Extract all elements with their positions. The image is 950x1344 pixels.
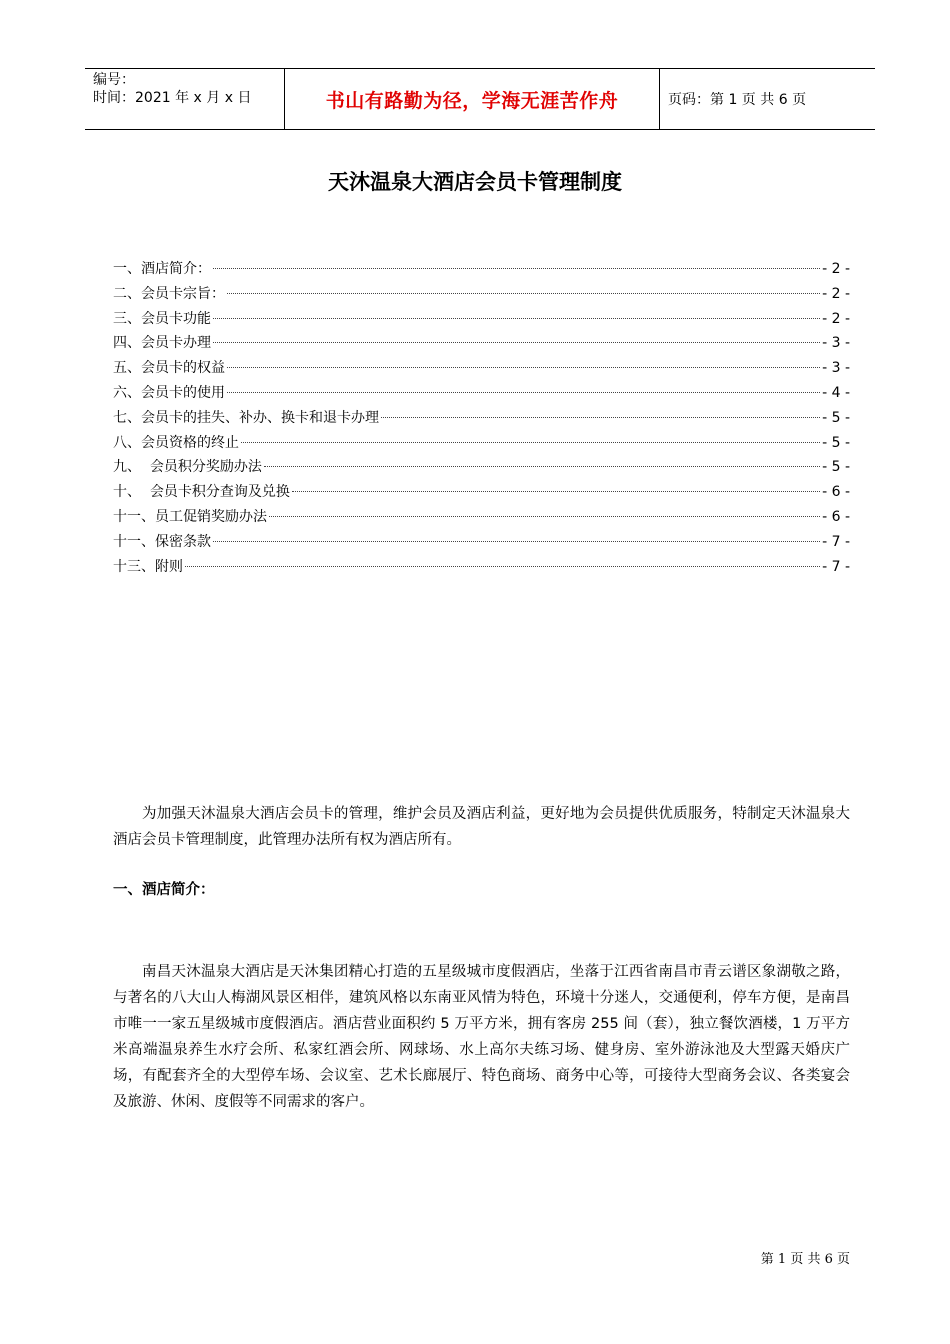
toc-dot-leader xyxy=(264,466,820,467)
toc-dot-leader xyxy=(227,367,820,368)
toc-entry-label: 十一、保密条款 xyxy=(113,533,211,550)
toc-entry[interactable] xyxy=(113,555,850,580)
toc-entry[interactable] xyxy=(113,406,850,431)
section1-heading: 一、酒店简介： xyxy=(113,882,215,898)
toc-entry[interactable] xyxy=(113,257,850,282)
toc-entry-label: 九、 会员积分奖励办法 xyxy=(113,459,262,476)
toc-dot-leader xyxy=(213,318,820,319)
header-page-cell xyxy=(660,69,875,129)
toc-dot-leader xyxy=(269,516,820,517)
toc-entry-page: - 6 - xyxy=(822,508,850,525)
toc-entry[interactable] xyxy=(113,431,850,456)
toc-entry-page: - 6 - xyxy=(822,484,850,501)
toc-entry[interactable] xyxy=(113,381,850,406)
toc-entry-page: - 5 - xyxy=(822,459,850,476)
toc-entry-page: - 3 - xyxy=(822,360,850,377)
toc-entry[interactable] xyxy=(113,530,850,555)
toc-entry-page: - 5 - xyxy=(822,434,850,451)
toc-entry-page: - 2 - xyxy=(822,310,850,327)
toc-dot-leader xyxy=(213,342,820,343)
toc-dot-leader xyxy=(213,268,820,269)
header-page-info: 页码：第 1 页 共 6 页 xyxy=(668,92,807,108)
toc-entry[interactable] xyxy=(113,505,850,530)
toc-entry-label: 十三、附则 xyxy=(113,558,183,575)
header-motto-cell xyxy=(285,69,660,129)
toc-entry-page: - 3 - xyxy=(822,335,850,352)
toc-entry-label: 二、会员卡宗旨： xyxy=(113,285,225,302)
toc-entry-page: - 5 - xyxy=(822,409,850,426)
table-of-contents xyxy=(113,257,850,579)
toc-entry-label: 六、会员卡的使用 xyxy=(113,384,225,401)
toc-entry[interactable] xyxy=(113,307,850,332)
toc-entry-page: - 7 - xyxy=(822,533,850,550)
toc-entry-page: - 7 - xyxy=(822,558,850,575)
intro-paragraph: 为加强天沐温泉大酒店会员卡的管理，维护会员及酒店利益，更好地为会员提供优质服务，特制定天沐温泉大酒店会员卡管理制度，此管理办法所有权为酒店所有。 xyxy=(113,806,850,848)
header-motto: 书山有路勤为径，学海无涯苦作舟 xyxy=(325,89,619,112)
toc-entry-page: - 4 - xyxy=(822,384,850,401)
toc-entry-page: - 2 - xyxy=(822,285,850,302)
toc-dot-leader xyxy=(292,491,820,492)
page-header xyxy=(85,68,875,130)
toc-dot-leader xyxy=(185,566,820,567)
toc-entry-page: - 2 - xyxy=(822,261,850,277)
toc-entry-label: 八、会员资格的终止 xyxy=(113,434,239,451)
toc-entry-label: 一、酒店简介： xyxy=(113,261,211,277)
header-meta xyxy=(85,69,285,129)
toc-entry[interactable] xyxy=(113,331,850,356)
section1-paragraph: 南昌天沐温泉大酒店是天沐集团精心打造的五星级城市度假酒店，坐落于江西省南昌市青云谱区象湖敬之路，与著名的八大山人梅湖风景区相伴，建筑风格以东南亚风情为特色，环境十分迷人，交通便利，停车方便，是南昌市唯一一家五星级城市度假酒店。酒店营业面积约 5 万平方米，拥有客房 255 间（套），独立餐饮酒楼，1 万平方米高端温泉养生水疗会所、私家红酒会所、网球场、水上高尔夫练习场、健身房、室外游泳池及大型露天婚庆广场，有配套齐全的大型停车场、会议室、艺术长廊展厅、特色商场、商务中心等，可接待大型商务会议、各类宴会及旅游、休闲、度假等不同需求的客户。 xyxy=(113,964,850,1110)
toc-entry-label: 七、会员卡的挂失、补办、换卡和退卡办理 xyxy=(113,409,379,426)
toc-dot-leader xyxy=(381,417,820,418)
page-footer: 第 1 页 共 6 页 xyxy=(760,1252,850,1267)
toc-entry-label: 三、会员卡功能 xyxy=(113,310,211,327)
toc-entry[interactable] xyxy=(113,480,850,505)
toc-entry-label: 四、会员卡办理 xyxy=(113,335,211,352)
toc-entry[interactable] xyxy=(113,356,850,381)
toc-entry-label: 五、会员卡的权益 xyxy=(113,360,225,377)
toc-entry-label: 十、 会员卡积分查询及兑换 xyxy=(113,484,290,501)
toc-dot-leader xyxy=(213,541,820,542)
toc-dot-leader xyxy=(227,293,820,294)
document-title: 天沐温泉大酒店会员卡管理制度 xyxy=(328,170,622,194)
toc-dot-leader xyxy=(241,442,820,443)
toc-entry[interactable] xyxy=(113,455,850,480)
toc-dot-leader xyxy=(227,392,820,393)
header-time-label: 时间：2021 年 x 月 x 日 xyxy=(93,90,252,106)
toc-entry-label: 十一、员工促销奖励办法 xyxy=(113,508,267,525)
header-number-label: 编号： xyxy=(93,72,135,88)
toc-entry[interactable] xyxy=(113,282,850,307)
